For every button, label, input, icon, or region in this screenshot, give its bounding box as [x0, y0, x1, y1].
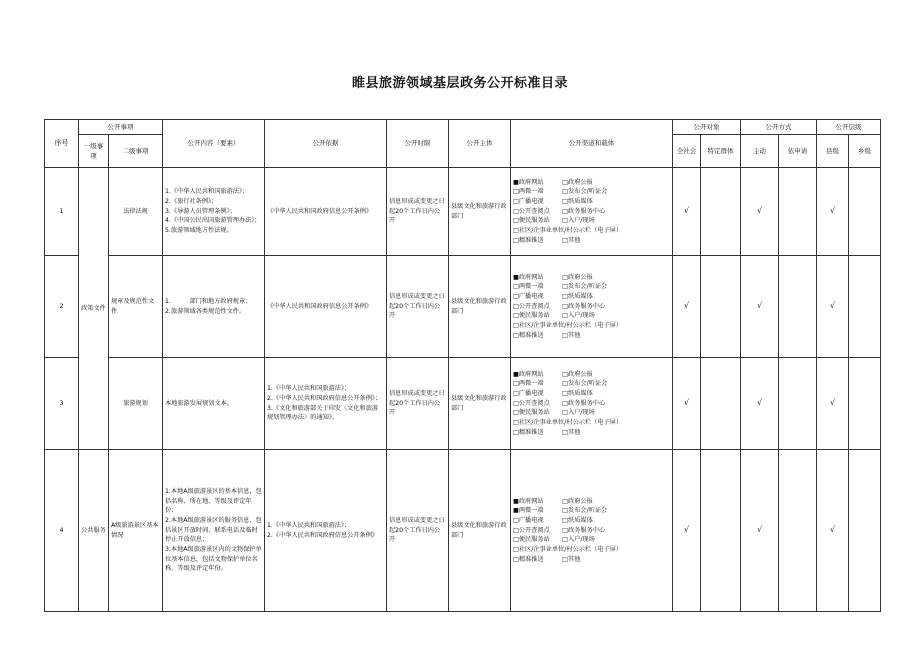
header-method: 公开方式 — [741, 120, 817, 135]
header-content: 公开内容（要素） — [163, 120, 265, 168]
cell-level-township — [849, 256, 881, 358]
cell-target-specific — [701, 256, 741, 358]
channel-line: □两微一端 □发布会/听证会 — [513, 283, 608, 291]
row-content — [163, 256, 265, 358]
header-level2: 二级事项 — [109, 135, 163, 168]
row-subject: 县级文化和旅游行政部门 — [449, 358, 511, 450]
header-basis: 公开依据 — [265, 120, 387, 168]
content-line: 1.《中华人民共和国旅游法》； — [165, 188, 249, 196]
cell-method-request — [779, 450, 817, 612]
check-level-county: √ — [817, 168, 849, 256]
basis-line: 2.《中华人民共和国政府信息公开条例》 — [267, 531, 379, 539]
row-subject: 县级文化和旅游行政部门 — [449, 256, 511, 358]
cell-target-specific — [701, 358, 741, 450]
check-method-active: √ — [741, 256, 779, 358]
channel-line: □社区/企事业单位/村公示栏（电子屏） — [513, 418, 623, 426]
basis-line: 1.《中华人民共和国旅游法》； — [267, 385, 351, 393]
document-title: 睢县旅游领域基层政务公开标准目录 — [351, 76, 568, 91]
channel-line: ■政府网站 □政府公报 — [513, 370, 593, 378]
row-seq: 2 — [45, 256, 79, 358]
table-row — [45, 168, 881, 256]
content-line: 本地旅游发展规划文本。 — [165, 399, 234, 407]
channel-line: □广播电视 □纸质媒体 — [513, 517, 593, 525]
row-basis: 《中华人民共和国政府信息公开条例》 — [265, 256, 387, 358]
channel-line: □社区/企事业单位/村公示栏（电子屏） — [513, 226, 623, 234]
row-level2: 法律法规 — [109, 168, 163, 256]
channel-line: ■政府网站 □政府公报 — [513, 178, 593, 186]
header-level-county: 县级 — [817, 135, 849, 168]
cell-level-township — [849, 358, 881, 450]
header-target: 公开对象 — [673, 120, 741, 135]
row-level2: A级旅游景区基本情况 — [109, 450, 163, 612]
channel-line: ■政府网站 □政府公报 — [513, 273, 593, 281]
row-channels — [511, 450, 673, 612]
cell-target-specific — [701, 168, 741, 256]
channel-line: □两微一端 □发布会/听证会 — [513, 380, 608, 388]
header-subject: 公开主体 — [449, 120, 511, 168]
row-seq: 3 — [45, 358, 79, 450]
check-target-all: √ — [673, 358, 701, 450]
row-period: 信息形成或变更之日起20个工作日内公开 — [387, 358, 449, 450]
check-target-all: √ — [673, 168, 701, 256]
channel-line: □公开查阅点 □政务服务中心 — [513, 302, 606, 310]
catalog-table — [44, 119, 881, 612]
row-level2: 规章及规范性文件 — [109, 256, 163, 358]
header-channels: 公开渠道和载体 — [511, 120, 673, 168]
row-content — [163, 168, 265, 256]
channel-line: □精准推送 □其他 — [513, 555, 581, 563]
header-target-specific: 特定群体 — [701, 135, 741, 168]
cell-level-township — [849, 450, 881, 612]
header-method-request: 依申请 — [779, 135, 817, 168]
basis-line: 2.《中华人民共和国政府信息公开条例》； — [267, 394, 382, 402]
channel-line: □公开查阅点 □政务服务中心 — [513, 399, 606, 407]
channel-line: □广播电视 □纸质媒体 — [513, 198, 593, 206]
table-row — [45, 450, 881, 612]
check-level-county: √ — [817, 358, 849, 450]
row-content — [163, 358, 265, 450]
channel-line: □社区/企事业单位/村公示栏（电子屏） — [513, 321, 623, 329]
cell-method-request — [779, 168, 817, 256]
basis-line: 3.《文化和旅游部关于印发〈文化和旅游规划管理办法〉的通知》。 — [267, 404, 379, 422]
content-line: 5.旅游领域地方性法规。 — [165, 226, 233, 234]
check-level-county: √ — [817, 450, 849, 612]
header-target-all: 全社会 — [673, 135, 701, 168]
channel-line: □广播电视 □纸质媒体 — [513, 293, 593, 301]
check-method-active: √ — [741, 358, 779, 450]
header-period: 公开时限 — [387, 120, 449, 168]
cell-method-request — [779, 358, 817, 450]
channel-line: □精准推送 □其他 — [513, 428, 581, 436]
row-subject: 县级文化和旅游行政部门 — [449, 168, 511, 256]
row-level2: 旅游规划 — [109, 358, 163, 450]
row-period: 信息形成或变更之日起20个工作日内公开 — [387, 256, 449, 358]
header-items: 公开事项 — [79, 120, 163, 135]
table-row — [45, 358, 881, 450]
cell-level-township — [849, 168, 881, 256]
channel-line: □两微一端 □发布会/听证会 — [513, 188, 608, 196]
check-target-all: √ — [673, 256, 701, 358]
channel-line: □精准推送 □其他 — [513, 331, 581, 339]
row-period: 信息形成或变更之日起20个工作日内公开 — [387, 168, 449, 256]
row-basis — [265, 450, 387, 612]
cell-method-request — [779, 256, 817, 358]
channel-line: □便民服务站 □入户/现场 — [513, 312, 595, 320]
channel-line: □社区/企事业单位/村公示栏（电子屏） — [513, 545, 623, 553]
channel-line: □便民服务站 □入户/现场 — [513, 536, 595, 544]
content-line: 1.本地A级旅游景区的基本信息，包括名称、所在地、等级及评定年份； — [165, 488, 262, 515]
row-seq: 1 — [45, 168, 79, 256]
row-level1: 公共服务 — [79, 450, 109, 612]
header-level-township: 乡级 — [849, 135, 881, 168]
row-seq: 4 — [45, 450, 79, 612]
channel-line: □精准推送 □其他 — [513, 236, 581, 244]
row-channels — [511, 168, 673, 256]
row-content — [163, 450, 265, 612]
content-line: 3.《导游人员管理条例》； — [165, 207, 236, 215]
channel-line: □公开查阅点 □政务服务中心 — [513, 207, 606, 215]
channel-line: □公开查阅点 □政务服务中心 — [513, 526, 606, 534]
row-channels — [511, 256, 673, 358]
row-subject: 县级文化和旅游行政部门 — [449, 450, 511, 612]
channel-line: □便民服务站 □入户/现场 — [513, 409, 595, 417]
basis-line: 1.《中华人民共和国旅游法》； — [267, 521, 351, 529]
channel-line: ■政府网站 □政府公报 — [513, 497, 593, 505]
content-line: 2.《旅行社条例》； — [165, 198, 218, 206]
content-line: 1. 部门和地方政府规章； — [165, 297, 252, 305]
header-method-active: 主动 — [741, 135, 779, 168]
content-line: 2.旅游领域各类规范性文件。 — [165, 307, 246, 315]
content-line: 2.本地A级旅游景区的服务信息，包括景区开放时间、联系电话及临时停止开放信息； — [165, 517, 262, 544]
header-level: 公开层级 — [817, 120, 881, 135]
row-channels — [511, 358, 673, 450]
content-line: 4.《中国公民出国旅游管理办法》； — [165, 217, 261, 225]
header-seq: 序号 — [45, 120, 79, 168]
content-line: 3.本地A级旅游景区内的文物保护单位基本信息，包括文物保护单位名称、等级及评定年份。 — [165, 545, 262, 573]
row-period: 信息形成或变更之日起20个工作日内公开 — [387, 450, 449, 612]
channel-line: □广播电视 □纸质媒体 — [513, 390, 593, 398]
check-method-active: √ — [741, 168, 779, 256]
check-target-all: √ — [673, 450, 701, 612]
header-level1: 一级事项 — [79, 135, 109, 168]
cell-target-specific — [701, 450, 741, 612]
table-row — [45, 256, 881, 358]
row-basis — [265, 358, 387, 450]
channel-line: □便民服务站 □入户/现场 — [513, 217, 595, 225]
channel-line: ■两微一端 □发布会/听证会 — [513, 507, 608, 515]
row-level1: 政策文件 — [79, 168, 109, 450]
row-basis: 《中华人民共和国政府信息公开条例》 — [265, 168, 387, 256]
check-method-active: √ — [741, 450, 779, 612]
check-level-county: √ — [817, 256, 849, 358]
